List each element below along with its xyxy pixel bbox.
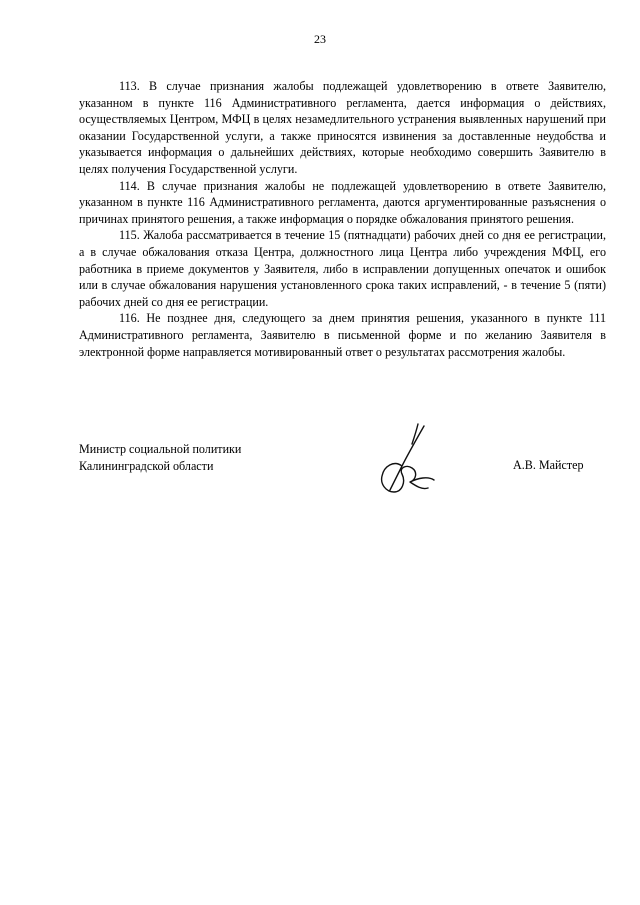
handwritten-signature <box>372 420 444 500</box>
document-body <box>79 78 606 360</box>
paragraph-115: 115. Жалоба рассматривается в течение 15 (пятнадцати) рабочих дней со дня ее регистрации, а в случае обжалования отказа Центра, должностного лица Центра либо учреждения МФЦ, его работника в приеме документов у Заявителя, либо в исправлении допущенных опечаток и ошибок или в случае обжалования нарушения установленного срока таких исправлений, - в течение 5 (пяти) рабочих дней со дня ее регистрации. <box>79 228 606 309</box>
signatory-title-line1: Министр социальной политики <box>79 442 242 456</box>
paragraph-114: 114. В случае признания жалобы не подлежащей удовлетворению в ответе Заявителю, указанном в пункте 116 Административного регламента, даются аргументированные разъяснения о причинах принятого решения, а также информация о порядке обжалования принятого решения. <box>79 178 606 226</box>
page-number: 23 <box>314 32 326 46</box>
signatory-title-line2: Калининградской области <box>79 458 214 473</box>
paragraph-116: 116. Не позднее дня, следующего за днем принятия решения, указанного в пункте 111 Административного регламента, Заявителю в письменной форме и по желанию Заявителя в электронной форме направляется мотивированный ответ о результатах рассмотрения жалобы. <box>79 311 606 359</box>
signatory-name: А.В. Майстер <box>513 458 584 472</box>
paragraph-113: 113. В случае признания жалобы подлежащей удовлетворению в ответе Заявителю, указанном в пункте 116 Административного регламента, дается информация о действиях, осуществляемых Центром, МФЦ в целях незамедлительного устранения выявленных нарушений при оказании Государственной услуги, а также приносятся извинения за доставленные неудобства и указывается информация о дальнейших действиях, которые необходимо совершить Заявителю в целях получения Государственной услуги. <box>79 79 606 176</box>
signatory-title <box>79 441 241 474</box>
